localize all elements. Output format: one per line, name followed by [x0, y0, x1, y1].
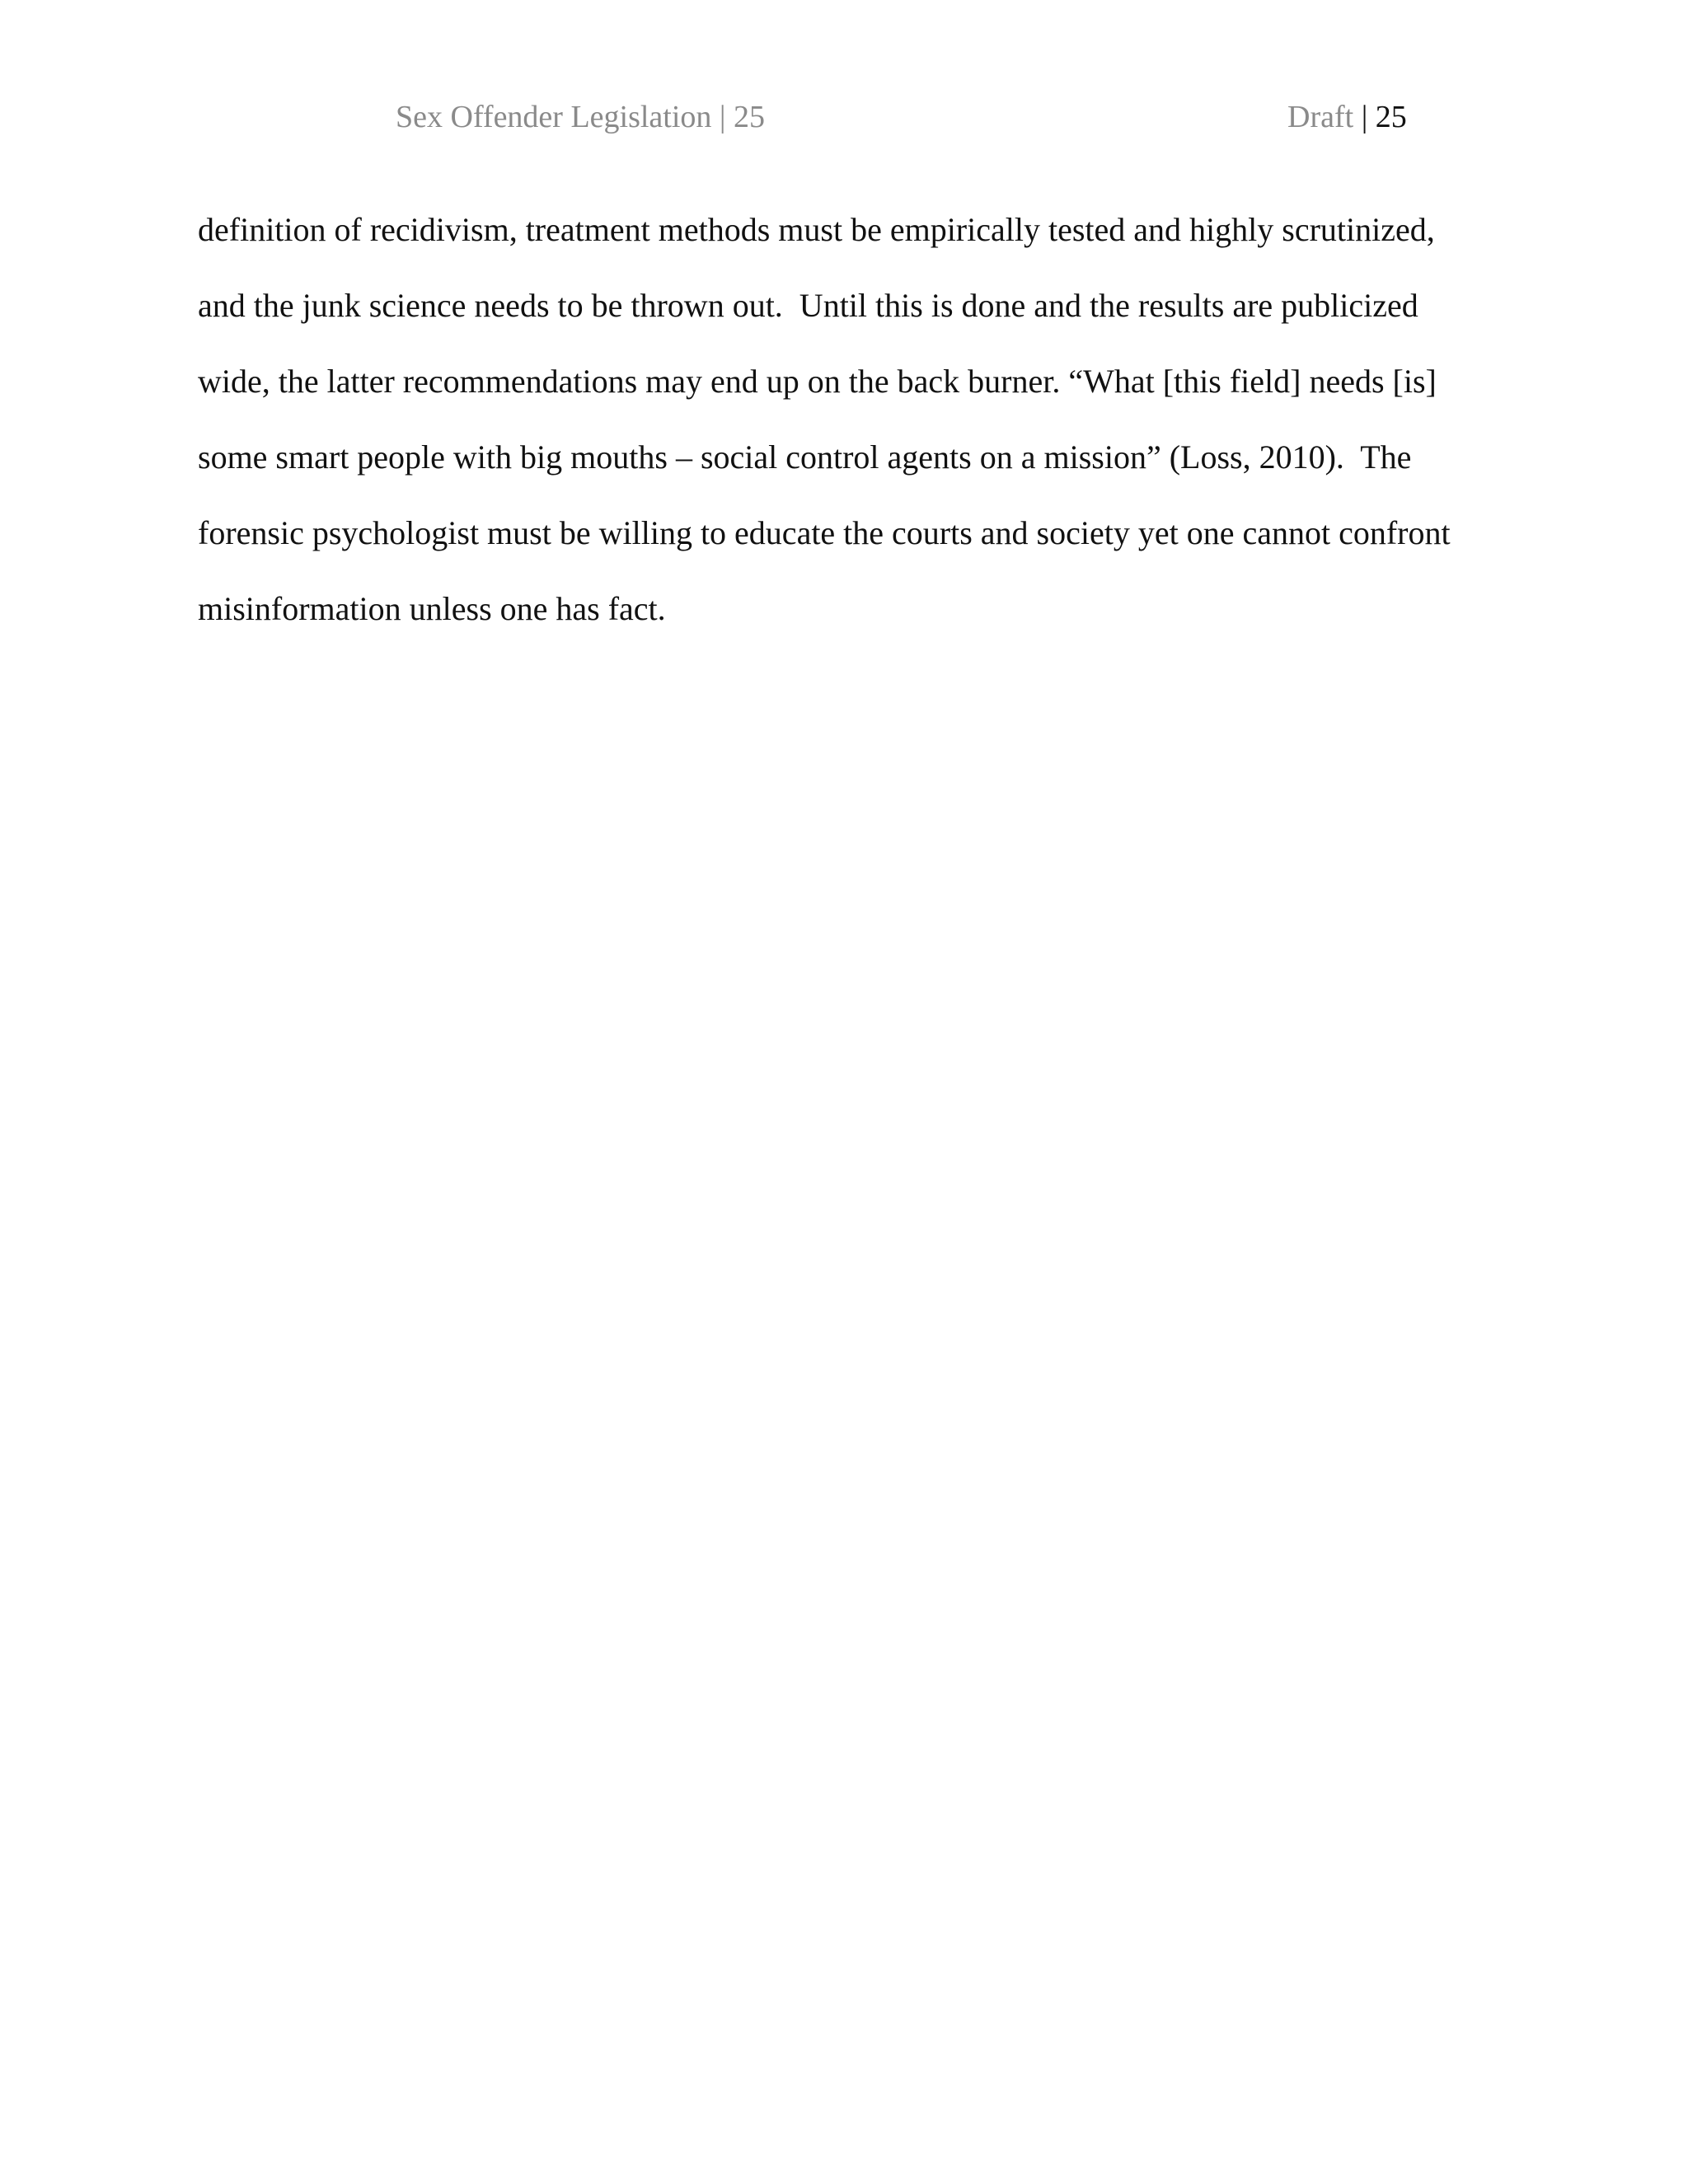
page-header [0, 96, 1688, 145]
header-separator: | [1353, 100, 1376, 134]
header-page-number: 25 [1375, 100, 1407, 134]
body-paragraph [198, 192, 1533, 647]
header-draft-page-number [1287, 96, 1407, 138]
body-line: some smart people with big mouths – social control agents on a mission” (Loss, 2010). The [198, 438, 1412, 476]
header-draft-label: Draft [1287, 100, 1354, 134]
body-line: definition of recidivism, treatment methods must be empirically tested and highly scrutinized, [198, 211, 1435, 248]
header-running-title: Sex Offender Legislation | 25 [396, 100, 766, 134]
body-line: forensic psychologist must be willing to educate the courts and society yet one cannot confront [198, 514, 1451, 551]
body-line: wide, the latter recommendations may end up on the back burner. “What [this field] needs [is] [198, 363, 1437, 400]
body-line: and the junk science needs to be thrown out. Until this is done and the results are publicized [198, 287, 1418, 324]
body-line: misinformation unless one has fact. [198, 590, 666, 627]
